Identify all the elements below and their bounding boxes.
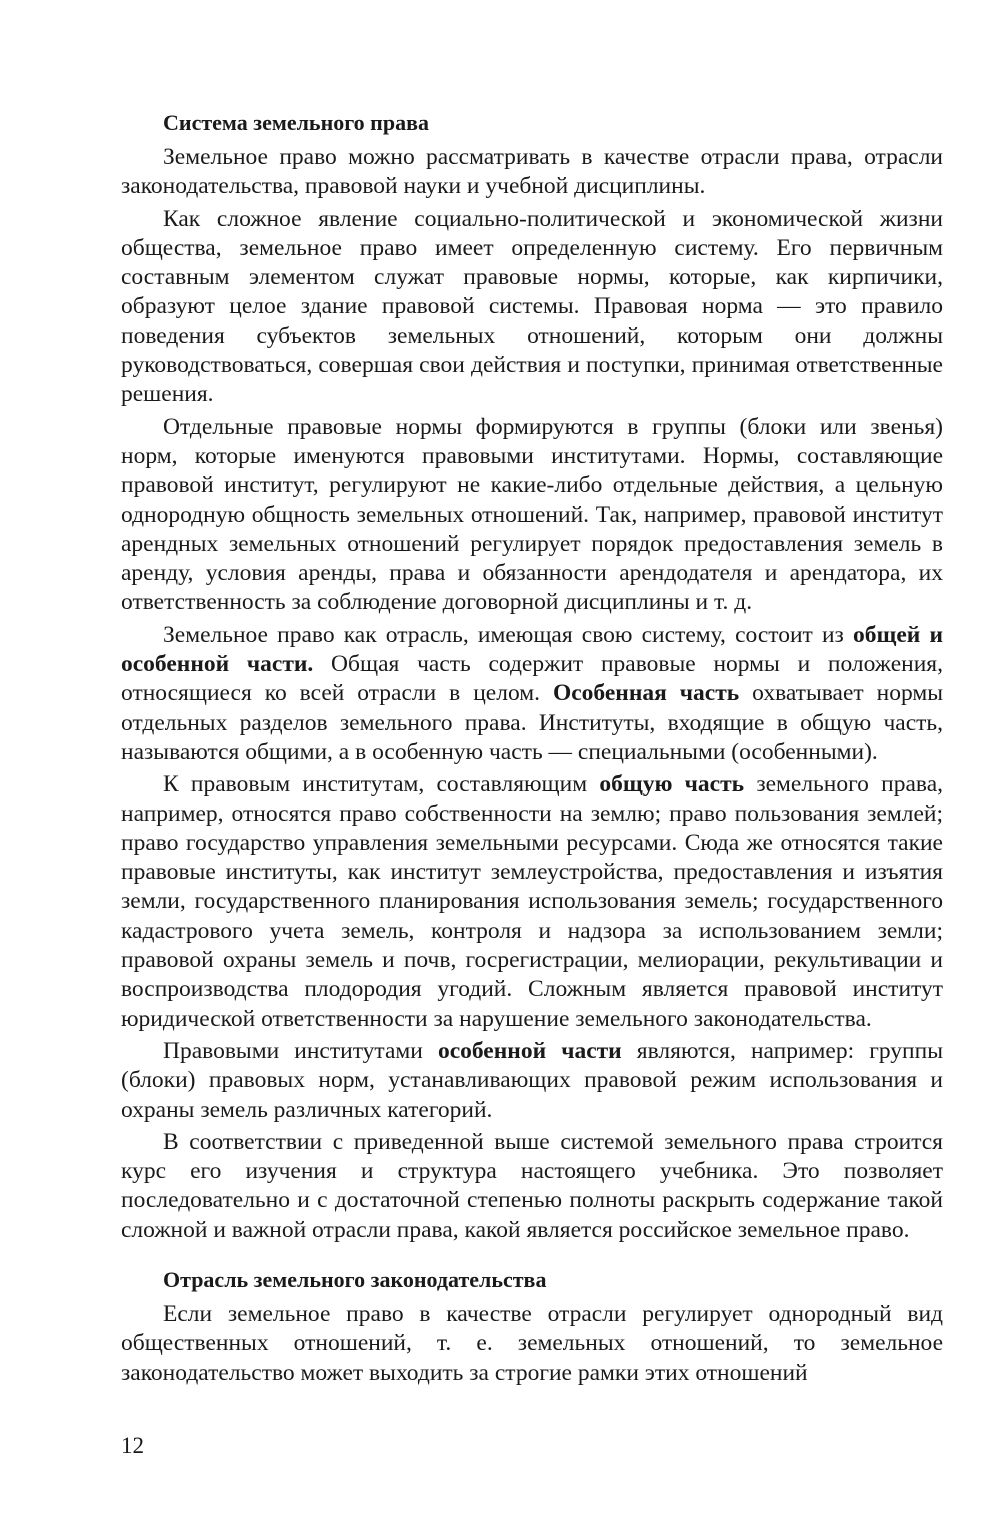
paragraph [121,770,943,1034]
paragraph [121,621,943,767]
paragraph-text: являются, например: группы (блоки) правовых норм, устанавливающих правовой режим использования и охраны земель различных категорий. [121,1037,943,1123]
paragraph-text: Земельное право как отрасль, имеющая свою систему, состоит из [163,621,853,648]
section-heading-land-legislation: Отрасль земельного законодательства [163,1266,547,1292]
section-heading-land-law-system: Система земельного права [163,110,429,135]
bold-term: особенной части [437,1037,622,1064]
paragraph-text: земельного права, например, относятся право собственности на землю; право пользования землей; право государство управления земельными ресурсами. Сюда же относятся такие правовые институты, как институт землеустройства, предоставления и изъятия земли, государственного планирования использования земель; государственного кадастрового учета земель, контроля и надзора за использованием земли; правовой охраны земель и почв, госрегистрации, мелиорации, рекультивации и воспроизводства плодородия угодий. Сложным является правовой институт юридической ответственности за нарушение земельного законодательства. [121,771,943,1032]
paragraph-text: охватывает нормы отдельных разделов земельного права. Институты, входящие в общую часть, называются общими, а в особенную часть — специальными (особенными). [121,680,943,765]
paragraph: Если земельное право в качестве отрасли регулирует однородный вид общественных отношений, т. е. земельных отношений, то земельное законодательство может выходить за строгие рамки этих отношений [121,1300,943,1386]
page-content [121,108,943,1448]
paragraph [121,1037,943,1125]
paragraph-text: Правовыми институтами [163,1037,438,1064]
paragraph: Земельное право можно рассматривать в качестве отрасли права, отрасли законодательства, правовой науки и учебной дисциплины. [121,144,943,200]
bold-term: общей и особенной части. [121,621,943,678]
paragraph-text: К правовым институтам, составляющим [163,771,600,798]
paragraph: В соответствии с приведенной выше системой земельного права строится курс его изучения и структура настоящего учебника. Это позволяет последовательно и с достаточной степенью полноты раскрыть содержание такой сложной и важной отрасли права, какой является российское земельное право. [121,1128,943,1243]
bold-term: общую часть [599,771,745,798]
bold-term: Особенная часть [552,680,740,707]
page-number: 12 [121,1433,144,1458]
paragraph-text: Общая часть содержит правовые нормы и положения, относящиеся ко всей отрасли в целом. [121,651,943,707]
paragraph: Отдельные правовые нормы формируются в группы (блоки или звенья) норм, которые именуются правовыми институтами. Нормы, составляющие правовой институт, регулируют не какие-либо отдельные действия, а цельную однородную общность земельных отношений. Так, например, правовой институт арендных земельных отношений регулирует порядок предоставления земель в аренду, условия аренды, права и обязанности арендодателя и арендатора, их ответственность за соблюдение договорной дисциплины и т. д. [121,413,943,616]
paragraph: Как сложное явление социально-политической и экономической жизни общества, земельное право имеет определенную систему. Его первичным составным элементом служат правовые нормы, которые, как кирпичики, образуют целое здание правовой системы. Правовая норма — это правило поведения субъектов земельных отношений, которым они должны руководствоваться, совершая свои действия и поступки, принимая ответственные решения. [121,205,943,408]
